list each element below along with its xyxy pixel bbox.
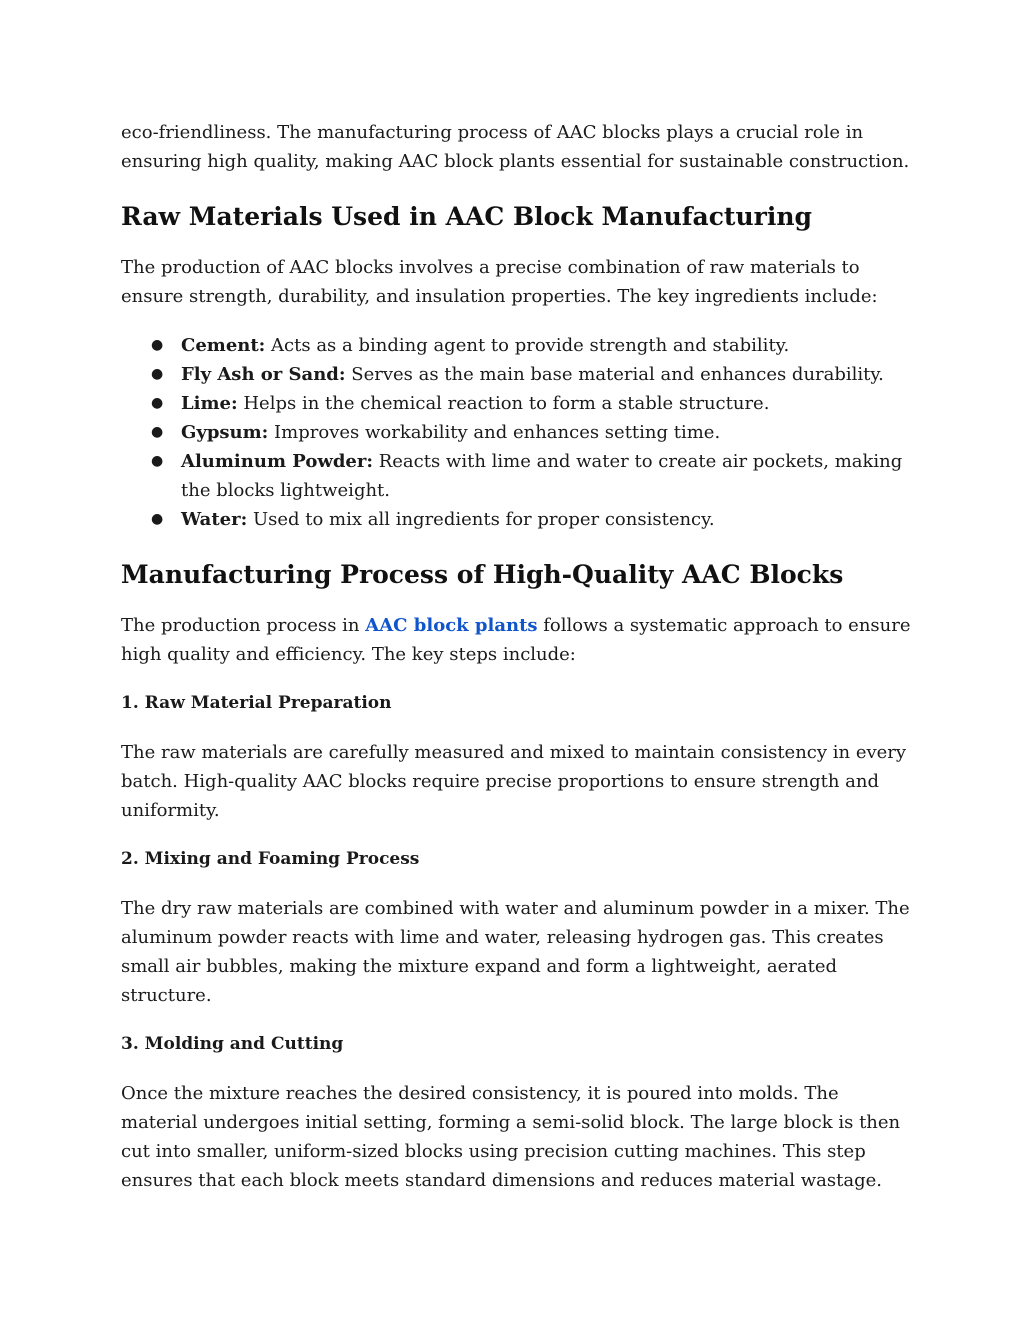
bullet-icon: ●	[151, 366, 164, 382]
ingredient-term: Water:	[181, 509, 248, 530]
ingredient-desc: Acts as a binding agent to provide strength and stability.	[265, 335, 790, 356]
ingredient-desc: Reacts with lime and water to create air pockets, making the blocks lightweight.	[181, 451, 903, 501]
intro-paragraph: eco-friendliness. The manufacturing process of AAC blocks plays a crucial role in ensuring high quality, making AAC block plants essential for sustainable construction.	[121, 122, 910, 172]
raw-materials-paragraph: The production of AAC blocks involves a precise combination of raw materials to ensure strength, durability, and insulation properties. The key ingredients include:	[121, 257, 878, 307]
ingredient-term: Gypsum:	[181, 422, 269, 443]
step-title: 2. Mixing and Foaming Process	[121, 849, 420, 869]
ingredient-term: Fly Ash or Sand:	[181, 364, 346, 385]
document-page	[121, 116, 911, 1195]
step-paragraph: The dry raw materials are combined with water and aluminum powder in a mixer. The aluminum powder reacts with lime and water, releasing hydrogen gas. This creates small air bubbles, making the mixture expand and form a lightweight, aerated structure.	[121, 898, 910, 1006]
ingredient-desc: Serves as the main base material and enhances durability.	[345, 364, 884, 385]
step-title: 1. Raw Material Preparation	[121, 693, 392, 713]
ingredient-desc: Used to mix all ingredients for proper consistency.	[247, 509, 715, 530]
step-title: 3. Molding and Cutting	[121, 1034, 344, 1054]
bullet-icon: ●	[151, 453, 164, 469]
ingredient-term: Cement:	[181, 335, 266, 356]
process-paragraph	[121, 611, 911, 669]
process-text-before: The production process in	[121, 615, 366, 636]
bullet-icon: ●	[151, 337, 164, 353]
bullet-icon: ●	[151, 395, 164, 411]
list-item	[121, 331, 911, 360]
process-heading: Manufacturing Process of High-Quality AAC Blocks	[121, 560, 844, 589]
list-item	[121, 418, 911, 447]
list-item	[121, 505, 911, 534]
list-item	[121, 447, 911, 505]
aac-block-plants-link[interactable]: AAC block plants	[365, 615, 538, 636]
step-paragraph: Once the mixture reaches the desired consistency, it is poured into molds. The material undergoes initial setting, forming a semi-solid block. The large block is then cut into smaller, uniform-sized blocks using precision cutting machines. This step ensures that each block meets standard dimensions and reduces material wastage.	[121, 1083, 901, 1191]
bullet-icon: ●	[151, 511, 164, 527]
ingredient-desc: Helps in the chemical reaction to form a stable structure.	[237, 393, 770, 414]
raw-materials-heading: Raw Materials Used in AAC Block Manufacturing	[121, 202, 812, 231]
process-text-after: follows a systematic approach to ensure high quality and efficiency. The key steps include:	[121, 615, 911, 665]
step-paragraph: The raw materials are carefully measured and mixed to maintain consistency in every batch. High-quality AAC blocks require precise proportions to ensure strength and uniformity.	[121, 742, 907, 821]
ingredient-term: Aluminum Powder:	[181, 451, 373, 472]
bullet-icon: ●	[151, 424, 164, 440]
ingredients-list	[121, 331, 911, 534]
ingredient-desc: Improves workability and enhances setting time.	[268, 422, 721, 443]
ingredient-term: Lime:	[181, 393, 238, 414]
list-item	[121, 360, 911, 389]
list-item	[121, 389, 911, 418]
